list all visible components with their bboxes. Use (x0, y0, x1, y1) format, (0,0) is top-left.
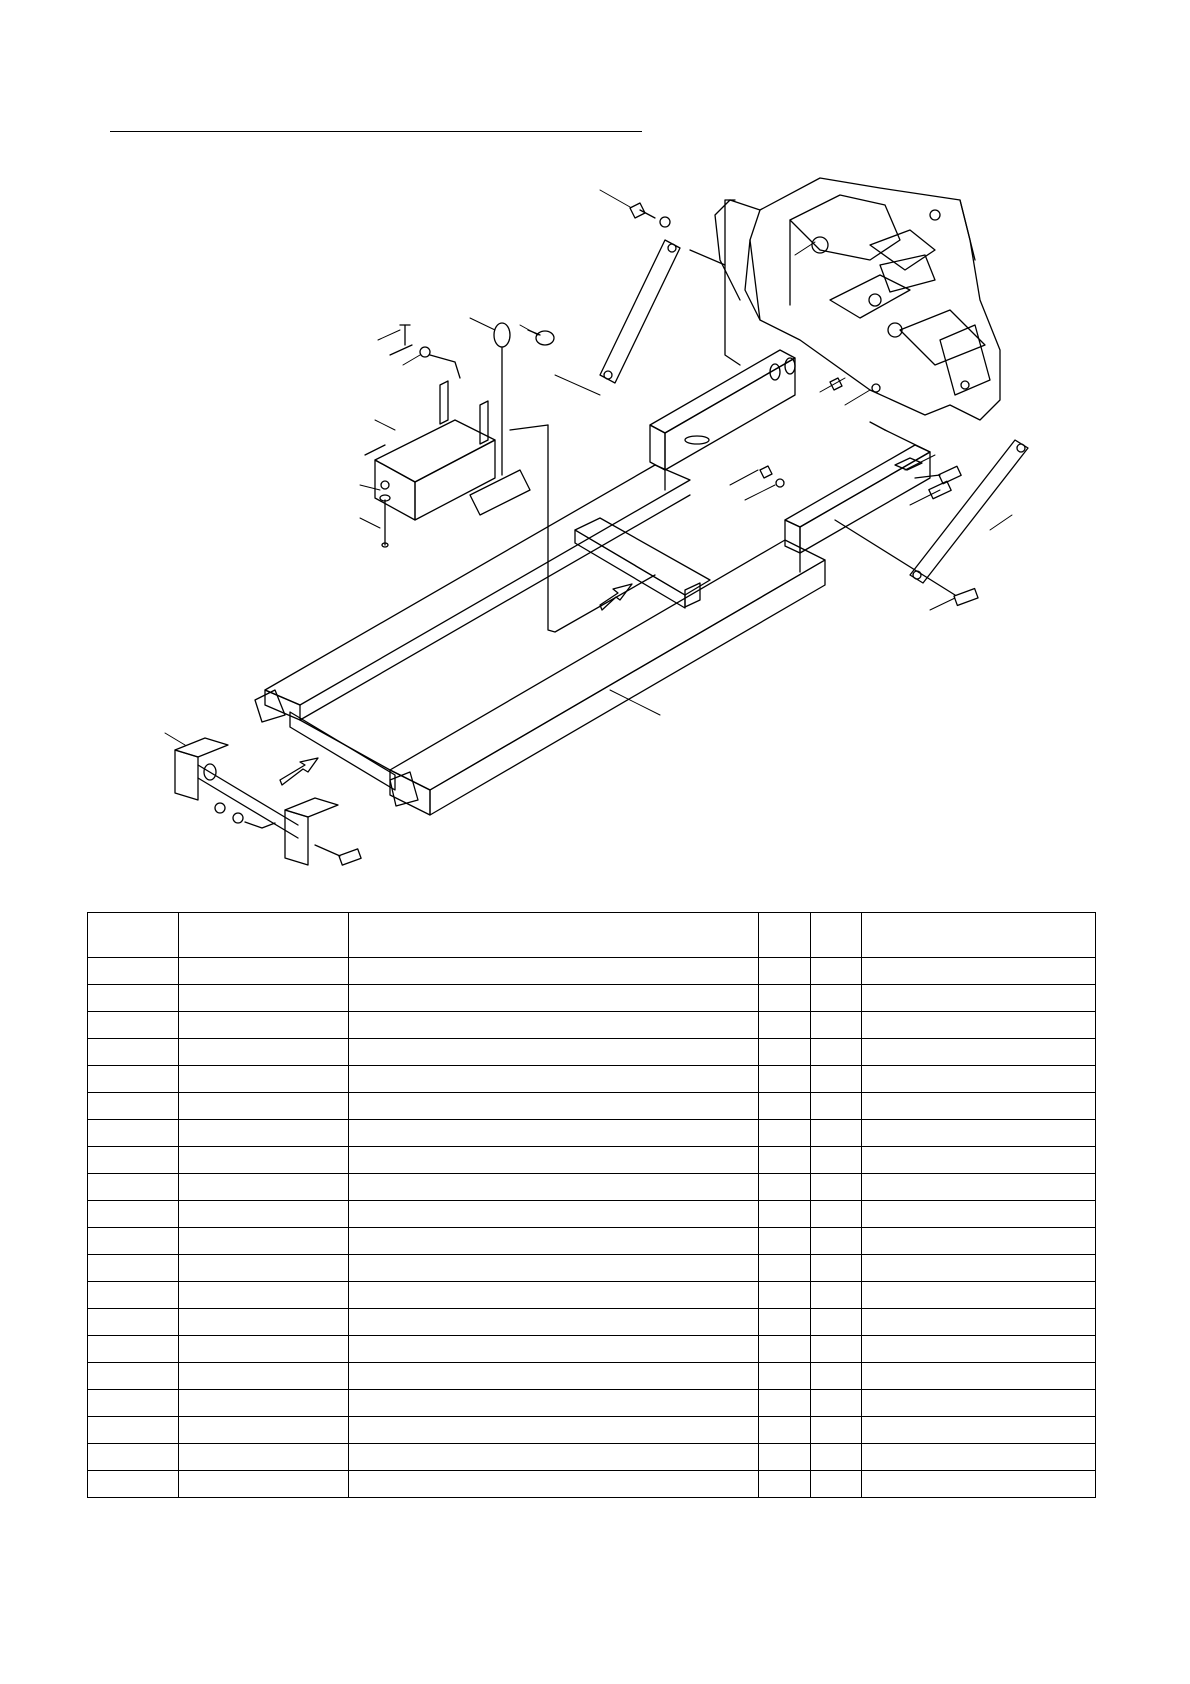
table-cell (88, 1390, 179, 1417)
table-cell (862, 1471, 1096, 1498)
table-cell (862, 1282, 1096, 1309)
table-cell (811, 958, 862, 985)
header-cell (759, 913, 811, 958)
main-frame (255, 350, 930, 815)
table-cell (349, 1174, 759, 1201)
table-cell (759, 1093, 811, 1120)
table-cell (88, 1363, 179, 1390)
table-cell (862, 1174, 1096, 1201)
table-row (88, 1417, 1096, 1444)
table-cell (862, 1255, 1096, 1282)
table-cell (862, 1390, 1096, 1417)
table-cell (349, 985, 759, 1012)
table-header-row (88, 913, 1096, 958)
table-cell (88, 1174, 179, 1201)
parts-list-table (87, 912, 1096, 1498)
table-row (88, 1147, 1096, 1174)
table-cell (179, 1174, 349, 1201)
table-cell (179, 1066, 349, 1093)
table-row (88, 1228, 1096, 1255)
table-cell (759, 1417, 811, 1444)
table-cell (88, 1120, 179, 1147)
table-cell (349, 1201, 759, 1228)
table-cell (179, 958, 349, 985)
table-cell (811, 1120, 862, 1147)
table-row (88, 1255, 1096, 1282)
table-cell (862, 1363, 1096, 1390)
table-row (88, 958, 1096, 985)
table-cell (88, 1471, 179, 1498)
table-cell (88, 1228, 179, 1255)
table-row (88, 1444, 1096, 1471)
table-row (88, 1174, 1096, 1201)
table-cell (179, 1228, 349, 1255)
table-cell (811, 1390, 862, 1417)
table-cell (862, 1039, 1096, 1066)
table-cell (349, 1390, 759, 1417)
table-cell (179, 1336, 349, 1363)
table-cell (811, 1012, 862, 1039)
table-cell (759, 1066, 811, 1093)
table-cell (862, 1012, 1096, 1039)
table-cell (759, 1120, 811, 1147)
table-cell (811, 1147, 862, 1174)
table-cell (862, 1201, 1096, 1228)
table-cell (759, 1336, 811, 1363)
upper-bracket-assembly (365, 323, 554, 547)
table-cell (862, 1417, 1096, 1444)
table-cell (862, 1336, 1096, 1363)
casting-outline (725, 200, 740, 365)
table-cell (811, 1228, 862, 1255)
table-row (88, 1039, 1096, 1066)
table-cell (759, 1255, 811, 1282)
table-cell (179, 985, 349, 1012)
table-cell (88, 1336, 179, 1363)
table-cell (179, 1444, 349, 1471)
table-cell (88, 958, 179, 985)
table-cell (759, 1012, 811, 1039)
table-cell (179, 1417, 349, 1444)
table-cell (811, 1174, 862, 1201)
table-cell (349, 1120, 759, 1147)
table-cell (349, 1417, 759, 1444)
table-cell (88, 1093, 179, 1120)
table-cell (759, 958, 811, 985)
table-cell (179, 1471, 349, 1498)
table-row (88, 1282, 1096, 1309)
table-cell (811, 1282, 862, 1309)
table-cell (811, 1201, 862, 1228)
table-cell (179, 1120, 349, 1147)
table-cell (88, 1417, 179, 1444)
table-cell (349, 1039, 759, 1066)
table-cell (179, 1255, 349, 1282)
table-cell (811, 1363, 862, 1390)
header-cell (88, 913, 179, 958)
header-cell (811, 913, 862, 958)
table-cell (811, 1093, 862, 1120)
table-row (88, 1201, 1096, 1228)
table-cell (811, 1444, 862, 1471)
table-cell (179, 1309, 349, 1336)
table-cell (759, 1228, 811, 1255)
table-cell (862, 1066, 1096, 1093)
table-row (88, 985, 1096, 1012)
hardware-fasteners (630, 203, 978, 605)
table-cell (88, 1255, 179, 1282)
table-row (88, 1363, 1096, 1390)
table-row (88, 1012, 1096, 1039)
table-cell (759, 1444, 811, 1471)
table-cell (811, 1039, 862, 1066)
table-cell (811, 1471, 862, 1498)
table-cell (862, 1120, 1096, 1147)
table-row (88, 1336, 1096, 1363)
header-cell (862, 913, 1096, 958)
table-cell (759, 985, 811, 1012)
table-row (88, 1066, 1096, 1093)
table-cell (862, 958, 1096, 985)
table-cell (349, 1147, 759, 1174)
table-cell (759, 1390, 811, 1417)
table-cell (179, 1093, 349, 1120)
table-cell (862, 1309, 1096, 1336)
table-cell (759, 1147, 811, 1174)
table-cell (88, 1444, 179, 1471)
direction-arrows (280, 584, 632, 785)
table-cell (88, 1039, 179, 1066)
table-row (88, 1120, 1096, 1147)
table-cell (349, 1012, 759, 1039)
table-cell (88, 1201, 179, 1228)
table-cell (759, 1471, 811, 1498)
table-cell (179, 1201, 349, 1228)
table-cell (349, 1228, 759, 1255)
table-cell (759, 1363, 811, 1390)
table-cell (349, 1471, 759, 1498)
table-row (88, 1093, 1096, 1120)
table-cell (862, 1444, 1096, 1471)
table-cell (179, 1363, 349, 1390)
mount-casting (715, 178, 1000, 420)
table-row (88, 1471, 1096, 1498)
table-cell (179, 1282, 349, 1309)
table-cell (179, 1147, 349, 1174)
table-cell (759, 1282, 811, 1309)
table-row (88, 1390, 1096, 1417)
header-cell (179, 913, 349, 958)
table-cell (811, 985, 862, 1012)
table-cell (179, 1039, 349, 1066)
table-cell (179, 1390, 349, 1417)
table-cell (88, 1147, 179, 1174)
table-row (88, 1309, 1096, 1336)
table-cell (179, 1012, 349, 1039)
table-cell (811, 1255, 862, 1282)
table-cell (759, 1309, 811, 1336)
table-cell (811, 1309, 862, 1336)
table-cell (349, 1066, 759, 1093)
table-cell (88, 1309, 179, 1336)
table-cell (349, 958, 759, 985)
table-cell (759, 1174, 811, 1201)
table-cell (349, 1336, 759, 1363)
table-cell (88, 1012, 179, 1039)
table-cell (862, 1147, 1096, 1174)
table-cell (759, 1039, 811, 1066)
table-cell (88, 1282, 179, 1309)
header-cell (349, 913, 759, 958)
table-cell (88, 1066, 179, 1093)
table-cell (811, 1066, 862, 1093)
table-cell (349, 1093, 759, 1120)
table-cell (349, 1255, 759, 1282)
table-cell (349, 1282, 759, 1309)
leader-lines (165, 190, 1012, 745)
table-cell (862, 985, 1096, 1012)
table-cell (759, 1201, 811, 1228)
table-cell (862, 1228, 1096, 1255)
table-cell (349, 1309, 759, 1336)
table-cell (349, 1444, 759, 1471)
table-cell (811, 1336, 862, 1363)
table-cell (811, 1417, 862, 1444)
assembly-outline (548, 425, 655, 632)
front-bracket-assembly (175, 738, 361, 865)
table-cell (88, 985, 179, 1012)
table-cell (862, 1093, 1096, 1120)
table-cell (349, 1363, 759, 1390)
